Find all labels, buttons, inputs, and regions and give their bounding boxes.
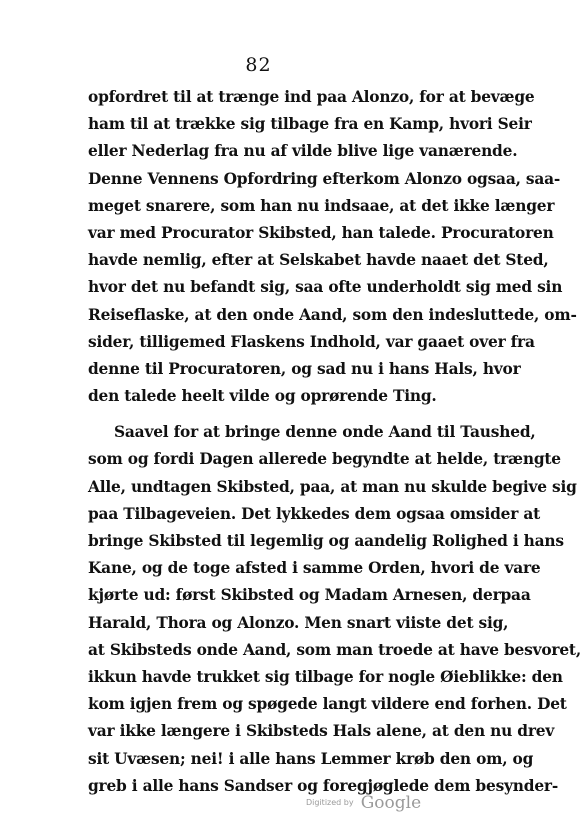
text-line: sider, tilligemed Flaskens Indhold, var gaaet over fra <box>88 332 535 351</box>
text-line: denne til Procuratoren, og sad nu i hans Hals, hvor <box>88 359 521 378</box>
text-line: sit Uvæsen; nei! i alle hans Lemmer krøb den om, og <box>88 749 534 768</box>
digitized-by-text: Digitized by <box>306 798 354 807</box>
paragraph-gap <box>88 410 460 419</box>
text-line: Harald, Thora og Alonzo. Men snart viiste det sig, <box>88 613 509 632</box>
text-line: paa Tilbageveien. Det lykkedes dem ogsaa omsider at <box>88 504 541 523</box>
text-line: havde nemlig, efter at Selskabet havde naaet det Sted, <box>88 251 549 270</box>
text-line: kjørte ud: først Skibsted og Madam Arnesen, derpaa <box>88 586 531 605</box>
paragraph-2 <box>88 419 581 800</box>
text-line: eller Nederlag fra nu af vilde blive lige vanærende. <box>88 142 518 161</box>
text-line: meget snarere, som han nu indsaae, at det ikke længer <box>88 196 555 215</box>
text-line: den talede heelt vilde og oprørende Ting. <box>88 387 437 406</box>
text-line: kom igjen frem og spøgede langt vildere end forhen. Det <box>88 695 567 714</box>
text-line: ham til at trække sig tilbage fra en Kamp, hvori Seir <box>88 115 532 134</box>
text-line: Denne Vennens Opfordring efterkom Alonzo ogsaa, saa- <box>88 169 561 188</box>
text-line: Reiseflaske, at den onde Aand, som den indesluttede, om- <box>88 305 577 324</box>
text-line: opfordret til at trænge ind paa Alonzo, for at bevæge <box>88 88 535 106</box>
digitized-watermark <box>306 792 421 813</box>
text-line: var med Procurator Skibsted, han talede. Procuratoren <box>88 223 554 242</box>
paragraph-1 <box>88 84 577 410</box>
text-line: Alle, undtagen Skibsted, paa, at man nu skulde begive sig <box>88 477 577 496</box>
body-text <box>88 84 581 800</box>
text-line: bringe Skibsted til legemlig og aandelig Rolighed i hans <box>88 532 564 550</box>
text-line: Saavel for at bringe denne onde Aand til Taushed, <box>114 423 536 442</box>
page-number: 82 <box>245 54 272 76</box>
text-line: var ikke længere i Skibsteds Hals alene, at den nu drev <box>88 722 555 741</box>
text-line: at Skibsteds onde Aand, som man troede at have besvoret, <box>88 640 581 659</box>
text-line: som og fordi Dagen allerede begyndte at helde, trængte <box>88 450 561 469</box>
text-line: hvor det nu befandt sig, saa ofte underholdt sig med sin <box>88 278 563 297</box>
text-line: greb i alle hans Sandser og foregjøglede dem besynder- <box>88 776 559 795</box>
text-line: Kane, og de toge afsted i samme Orden, hvori de vare <box>88 559 541 578</box>
google-logo: Google <box>360 792 422 813</box>
text-line: ikkun havde trukket sig tilbage for nogle Øieblikke: den <box>88 667 563 686</box>
